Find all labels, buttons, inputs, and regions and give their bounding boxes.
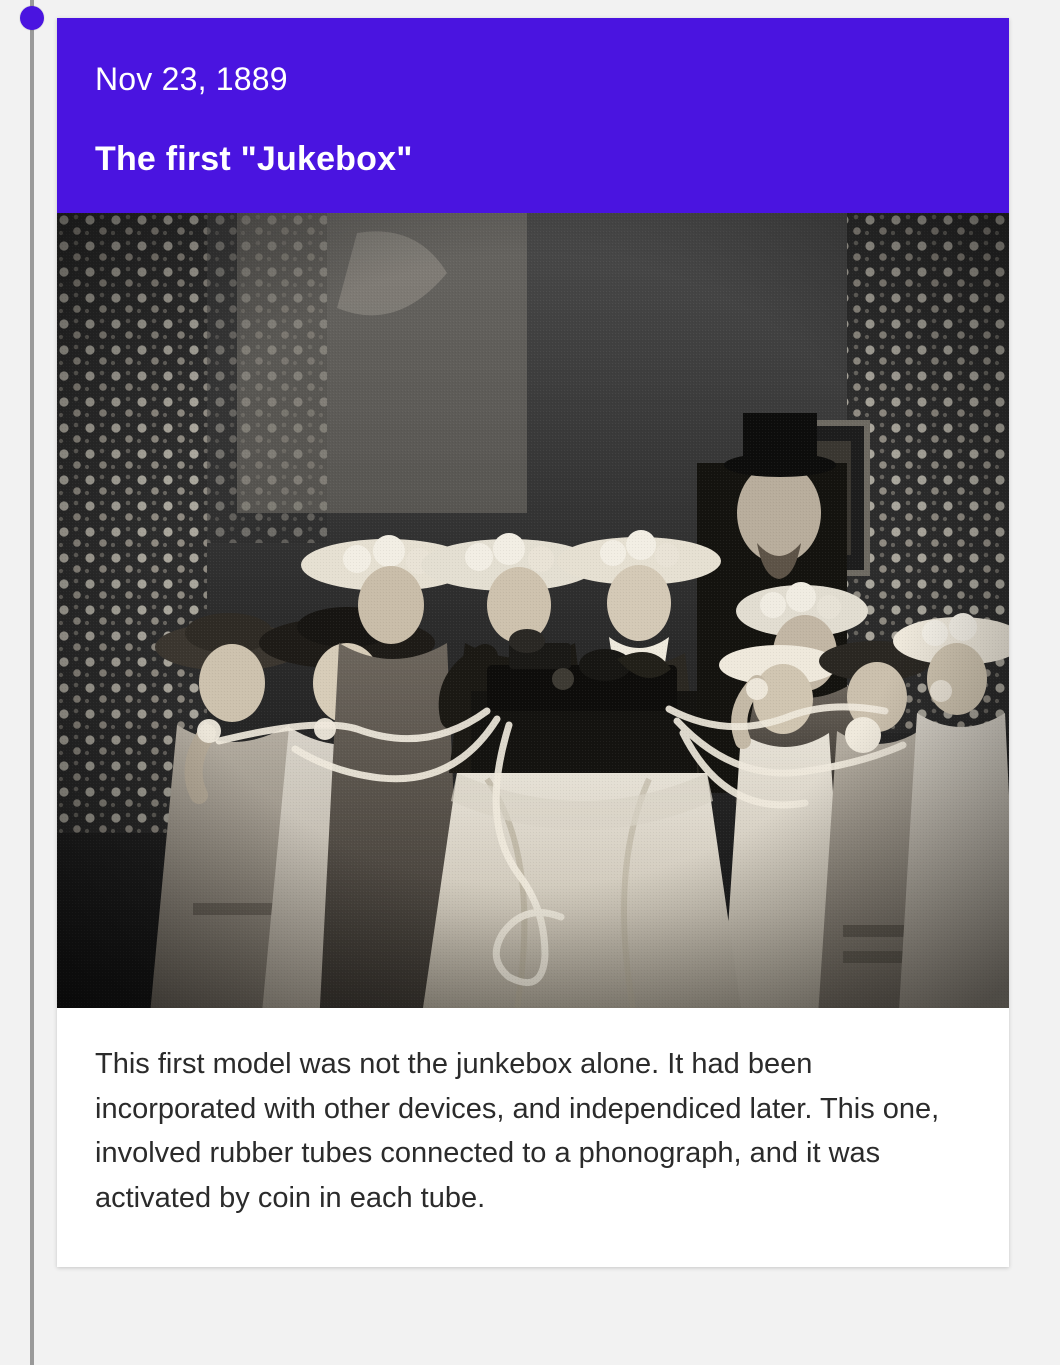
timeline-rail <box>30 0 34 1365</box>
event-date: Nov 23, 1889 <box>95 61 288 97</box>
event-photo <box>57 213 1009 1008</box>
card-body <box>57 1008 1009 1268</box>
event-caption: This first model was not the junkebox alone. It had been incorporated with other devices, and independiced later. This one, involved rubber tubes connected to a phonograph, and it was activated by coin in each tube. <box>95 1047 940 1215</box>
card-header <box>57 18 1009 213</box>
event-title: The first "Jukebox" <box>95 140 413 179</box>
timeline-event-card[interactable] <box>57 18 1009 1267</box>
timeline-event-marker-dot[interactable] <box>20 6 44 30</box>
